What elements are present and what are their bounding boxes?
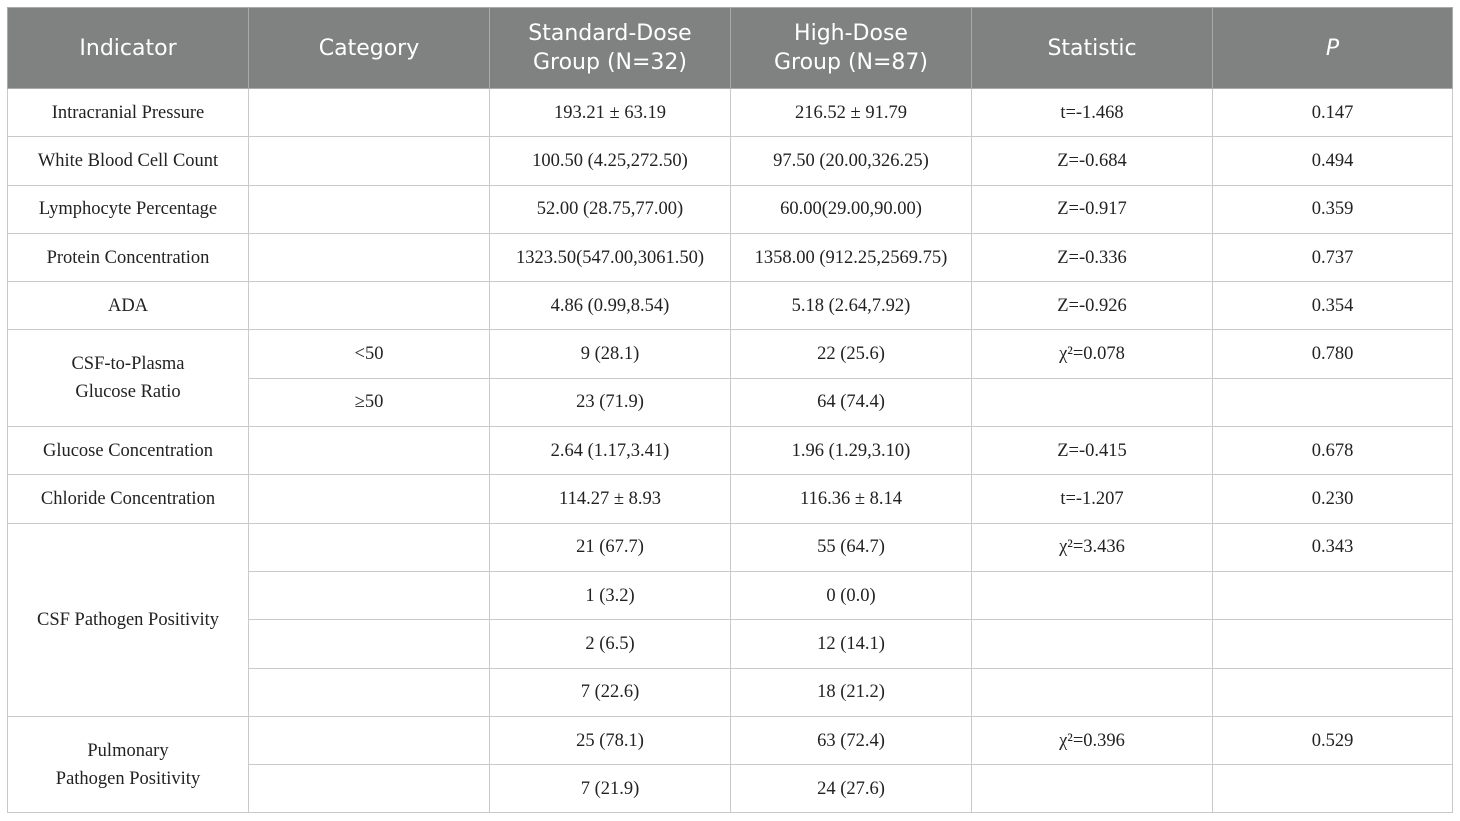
- indicator-cell: [8, 330, 249, 427]
- category-cell: [249, 620, 490, 668]
- p-value-cell: [1213, 571, 1453, 619]
- p-value-cell: 0.780: [1213, 330, 1453, 378]
- category-cell: [249, 668, 490, 716]
- high-dose-cell: 97.50 (20.00,326.25): [731, 137, 972, 185]
- category-cell: ≥50: [249, 378, 490, 426]
- indicator-line2: Pathogen Positivity: [55, 768, 201, 789]
- header-high-dose-line1: High-Dose: [794, 21, 908, 46]
- p-value-cell: 0.343: [1213, 523, 1453, 571]
- header-standard-dose-line2: Group (N=32): [532, 50, 688, 75]
- standard-dose-cell: 7 (22.6): [490, 668, 731, 716]
- standard-dose-cell: 114.27 ± 8.93: [490, 475, 731, 523]
- table-row: [8, 233, 1453, 281]
- high-dose-cell: 1358.00 (912.25,2569.75): [731, 233, 972, 281]
- header-standard-dose-line1: Standard-Dose: [528, 21, 692, 46]
- standard-dose-cell: 193.21 ± 63.19: [490, 89, 731, 137]
- indicator-cell: Chloride Concentration: [8, 475, 249, 523]
- standard-dose-cell: 1 (3.2): [490, 571, 731, 619]
- p-value-cell: 0.494: [1213, 137, 1453, 185]
- header-row: [8, 8, 1453, 89]
- indicator-cell: ADA: [8, 282, 249, 330]
- category-cell: [249, 571, 490, 619]
- high-dose-cell: 12 (14.1): [731, 620, 972, 668]
- standard-dose-cell: 1323.50(547.00,3061.50): [490, 233, 731, 281]
- p-value-cell: 0.359: [1213, 185, 1453, 233]
- standard-dose-cell: 25 (78.1): [490, 716, 731, 764]
- high-dose-cell: 216.52 ± 91.79: [731, 89, 972, 137]
- high-dose-cell: 116.36 ± 8.14: [731, 475, 972, 523]
- table-row: [8, 185, 1453, 233]
- table-header: [8, 8, 1453, 89]
- table-row: [8, 523, 1453, 571]
- statistic-cell: t=-1.207: [972, 475, 1213, 523]
- standard-dose-cell: 2 (6.5): [490, 620, 731, 668]
- statistic-cell: Z=-0.917: [972, 185, 1213, 233]
- header-p-value: P: [1213, 8, 1453, 89]
- high-dose-cell: 24 (27.6): [731, 765, 972, 813]
- p-value-cell: 0.354: [1213, 282, 1453, 330]
- high-dose-cell: 22 (25.6): [731, 330, 972, 378]
- table-row: [8, 282, 1453, 330]
- high-dose-cell: 5.18 (2.64,7.92): [731, 282, 972, 330]
- statistic-cell: [972, 765, 1213, 813]
- p-value-cell: 0.230: [1213, 475, 1453, 523]
- indicator-line1: CSF-to-Plasma: [71, 354, 185, 375]
- statistic-cell: Z=-0.336: [972, 233, 1213, 281]
- category-cell: [249, 185, 490, 233]
- table-row: [8, 427, 1453, 475]
- p-value-cell: [1213, 765, 1453, 813]
- indicator-line2: Glucose Ratio: [75, 382, 181, 403]
- statistic-cell: [972, 378, 1213, 426]
- table-body: [8, 89, 1453, 813]
- statistic-cell: χ²=0.396: [972, 716, 1213, 764]
- category-cell: [249, 475, 490, 523]
- indicator-cell: White Blood Cell Count: [8, 137, 249, 185]
- header-high-dose-line2: Group (N=87): [773, 50, 929, 75]
- high-dose-cell: 18 (21.2): [731, 668, 972, 716]
- high-dose-cell: 1.96 (1.29,3.10): [731, 427, 972, 475]
- results-table: [7, 7, 1453, 813]
- table-row: [8, 89, 1453, 137]
- standard-dose-cell: 52.00 (28.75,77.00): [490, 185, 731, 233]
- indicator-cell: [8, 716, 249, 813]
- header-statistic: Statistic: [972, 8, 1213, 89]
- standard-dose-cell: 2.64 (1.17,3.41): [490, 427, 731, 475]
- standard-dose-cell: 100.50 (4.25,272.50): [490, 137, 731, 185]
- p-value-cell: 0.147: [1213, 89, 1453, 137]
- statistic-cell: t=-1.468: [972, 89, 1213, 137]
- indicator-line1: Pulmonary: [87, 740, 169, 761]
- category-cell: [249, 233, 490, 281]
- standard-dose-cell: 4.86 (0.99,8.54): [490, 282, 731, 330]
- indicator-cell: Protein Concentration: [8, 233, 249, 281]
- high-dose-cell: 63 (72.4): [731, 716, 972, 764]
- table-row: [8, 330, 1453, 378]
- statistic-cell: Z=-0.926: [972, 282, 1213, 330]
- p-value-cell: [1213, 620, 1453, 668]
- standard-dose-cell: 7 (21.9): [490, 765, 731, 813]
- category-cell: [249, 523, 490, 571]
- statistic-cell: [972, 571, 1213, 619]
- p-value-cell: 0.737: [1213, 233, 1453, 281]
- category-cell: [249, 427, 490, 475]
- header-standard-dose: [490, 8, 731, 89]
- category-cell: [249, 137, 490, 185]
- standard-dose-cell: 23 (71.9): [490, 378, 731, 426]
- standard-dose-cell: 9 (28.1): [490, 330, 731, 378]
- high-dose-cell: 55 (64.7): [731, 523, 972, 571]
- table-row: [8, 137, 1453, 185]
- category-cell: [249, 89, 490, 137]
- statistic-cell: [972, 620, 1213, 668]
- indicator-cell: CSF Pathogen Positivity: [8, 523, 249, 716]
- indicator-cell: Lymphocyte Percentage: [8, 185, 249, 233]
- header-high-dose: [731, 8, 972, 89]
- indicator-cell: Intracranial Pressure: [8, 89, 249, 137]
- statistic-cell: χ²=0.078: [972, 330, 1213, 378]
- table-row: [8, 475, 1453, 523]
- p-value-cell: 0.529: [1213, 716, 1453, 764]
- statistic-cell: χ²=3.436: [972, 523, 1213, 571]
- p-value-cell: [1213, 668, 1453, 716]
- category-cell: [249, 765, 490, 813]
- statistic-cell: [972, 668, 1213, 716]
- statistic-cell: Z=-0.415: [972, 427, 1213, 475]
- standard-dose-cell: 21 (67.7): [490, 523, 731, 571]
- p-value-cell: 0.678: [1213, 427, 1453, 475]
- high-dose-cell: 60.00(29.00,90.00): [731, 185, 972, 233]
- statistic-cell: Z=-0.684: [972, 137, 1213, 185]
- indicator-cell: Glucose Concentration: [8, 427, 249, 475]
- high-dose-cell: 0 (0.0): [731, 571, 972, 619]
- header-category: Category: [249, 8, 490, 89]
- category-cell: [249, 716, 490, 764]
- category-cell: <50: [249, 330, 490, 378]
- header-indicator: Indicator: [8, 8, 249, 89]
- p-value-cell: [1213, 378, 1453, 426]
- table-row: [8, 716, 1453, 764]
- high-dose-cell: 64 (74.4): [731, 378, 972, 426]
- category-cell: [249, 282, 490, 330]
